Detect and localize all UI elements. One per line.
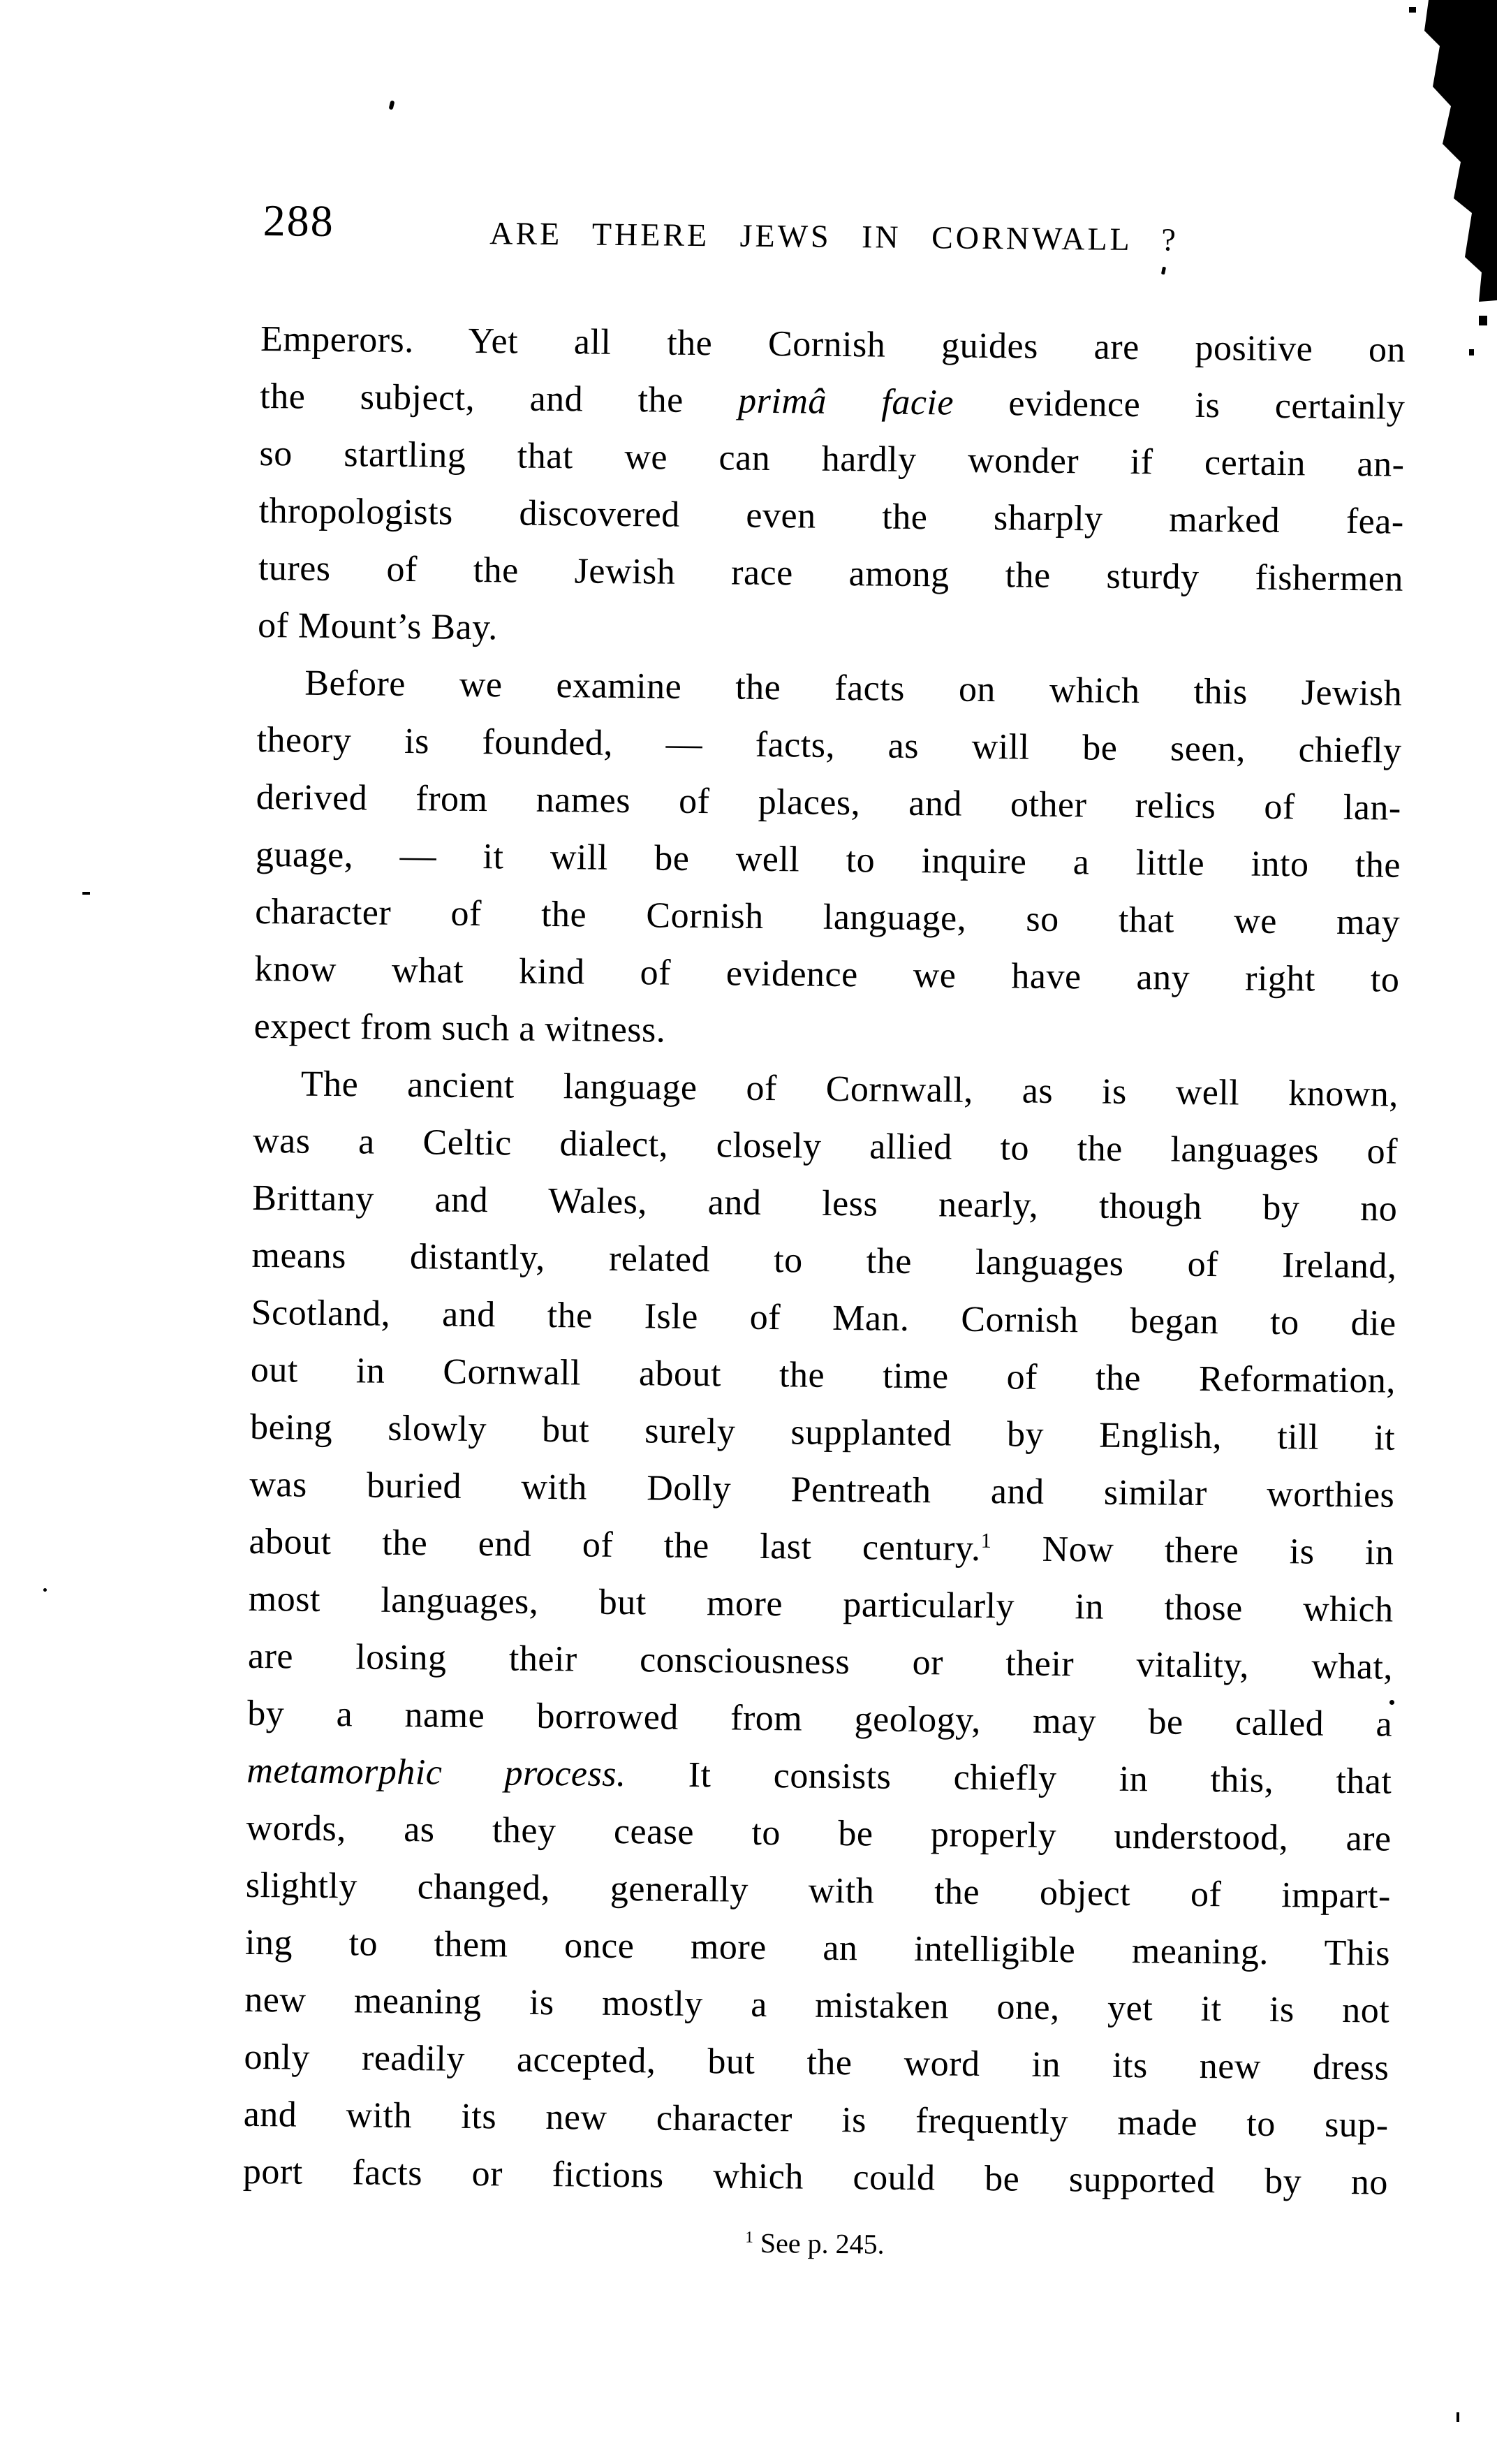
- text-line: [256, 769, 1401, 837]
- scan-artifact-speck: [1457, 2412, 1459, 2422]
- text-segment: means distantly, related to the languages of Ireland,: [251, 1235, 1397, 1286]
- text-segment: tures of the Jewish race among the sturdy fishermen: [258, 548, 1404, 599]
- footnote-text: See p. 245.: [760, 2227, 885, 2260]
- text-line: [250, 1399, 1396, 1467]
- scan-artifact-corner-blob: [1420, 0, 1497, 307]
- text-segment: are losing their consciousness or their vitality, what,: [247, 1636, 1394, 1687]
- text-segment: was a Celtic dialect, closely allied to the languages of: [252, 1120, 1399, 1172]
- running-title: ARE THERE JEWS IN CORNWALL ?: [489, 215, 1179, 258]
- text-segment: by a name borrowed from geology, may be called a: [246, 1693, 1393, 1745]
- text-line: [256, 712, 1402, 780]
- text-segment: out in Cornwall about the time of the Reformation,: [250, 1349, 1396, 1401]
- text-line: [248, 1628, 1394, 1696]
- text-segment: being slowly but surely supplanted by English, till it: [249, 1407, 1396, 1458]
- text-line: [249, 1456, 1395, 1525]
- text-line: [254, 941, 1400, 1009]
- text-segment: ing to them once more an intelligible meaning. This: [244, 1922, 1391, 1974]
- page-header: [261, 196, 1407, 322]
- text-segment: guage, — it will be well to inquire a little into the: [255, 834, 1401, 886]
- text-line: [245, 1857, 1391, 1926]
- text-line: [260, 311, 1406, 379]
- text-line: [252, 1170, 1398, 1238]
- text-segment: words, as they cease to be properly understood, are: [246, 1807, 1392, 1859]
- text-segment: of Mount’s Bay.: [257, 605, 499, 648]
- text-segment: most languages, but more particularly in those which: [248, 1578, 1394, 1630]
- page-number: 288: [263, 196, 335, 246]
- text-segment: was buried with Dolly Pentreath and similar worthies: [249, 1464, 1395, 1516]
- text-line: [256, 826, 1401, 895]
- text-line: [246, 1800, 1392, 1868]
- body-text: [243, 311, 1406, 2212]
- text-line: [244, 1972, 1390, 2040]
- text-segment: Now there is in: [991, 1529, 1394, 1573]
- text-segment: know what kind of evidence we have any right to: [254, 948, 1400, 1000]
- paragraph: [243, 1055, 1399, 2212]
- text-line: [245, 1914, 1391, 1983]
- text-line: [251, 1284, 1396, 1353]
- text-line: [258, 540, 1404, 608]
- text-line: [247, 1685, 1393, 1754]
- paragraph: [258, 311, 1406, 666]
- footnote-reference: 1: [980, 1528, 992, 1553]
- text-segment: about the end of the last century.: [249, 1521, 981, 1569]
- text-line: [251, 1227, 1397, 1296]
- text-line: [258, 483, 1404, 551]
- text-line: [246, 1743, 1392, 1811]
- text-segment: expect from such a witness.: [253, 1006, 666, 1050]
- text-line: [255, 883, 1401, 952]
- text-segment: Emperors. Yet all the Cornish guides are positive on: [260, 318, 1406, 370]
- page-content: [242, 196, 1407, 2266]
- text-segment: It consists chiefly in this, that: [626, 1754, 1392, 1802]
- text-segment: Brittany and Wales, and less nearly, though by no: [252, 1178, 1398, 1229]
- text-segment: Scotland, and the Isle of Man. Cornish began to die: [251, 1292, 1396, 1344]
- text-segment: the subject, and the: [260, 376, 739, 421]
- text-segment: The ancient language of Cornwall, as is well known,: [300, 1064, 1399, 1115]
- text-segment: thropologists discovered even the sharply marked fea-: [258, 490, 1404, 542]
- text-segment: theory is founded, — facts, as will be seen, chiefly: [256, 719, 1402, 771]
- text-line: [253, 1055, 1399, 1124]
- text-line: [249, 1513, 1394, 1582]
- text-line: [244, 2029, 1389, 2097]
- text-line: [259, 425, 1405, 494]
- scan-artifact-speck: [1469, 349, 1474, 355]
- text-line: [243, 2143, 1389, 2212]
- text-line: [253, 998, 1399, 1066]
- text-segment: slightly changed, generally with the object of impart-: [245, 1865, 1392, 1916]
- text-segment: new meaning is mostly a mistaken one, yet it is not: [244, 1979, 1390, 2031]
- text-segment: metamorphic process.: [246, 1750, 626, 1795]
- text-line: [257, 654, 1403, 723]
- text-segment: only readily accepted, but the word in its new dress: [244, 2037, 1389, 2088]
- scan-artifact-speck: [82, 892, 90, 895]
- paragraph: [253, 654, 1402, 1066]
- text-line: [260, 368, 1406, 437]
- scan-artifact-speck: [1409, 7, 1416, 13]
- text-line: [258, 597, 1403, 666]
- text-segment: derived from names of places, and other relics of lan-: [256, 777, 1402, 828]
- text-segment: and with its new character is frequently made to sup-: [243, 2094, 1389, 2146]
- footnote-marker: 1: [745, 2228, 754, 2247]
- text-segment: Before we examine the facts on which this Jewish: [304, 663, 1403, 714]
- text-line: [243, 2086, 1389, 2155]
- text-segment: so startling that we can hardly wonder if certain an-: [259, 433, 1405, 485]
- scan-artifact-speck: [1479, 316, 1487, 325]
- text-segment: port facts or fictions which could be supported by no: [242, 2151, 1389, 2203]
- scan-artifact-speck: [389, 100, 395, 110]
- text-segment: primâ facie: [737, 381, 954, 423]
- scan-artifact-speck: [43, 1588, 47, 1592]
- text-line: [248, 1571, 1394, 1639]
- text-line: [253, 1113, 1399, 1181]
- text-segment: evidence is certainly: [953, 383, 1406, 427]
- footnote: [242, 2222, 1387, 2266]
- text-segment: character of the Cornish language, so that we may: [254, 891, 1401, 943]
- text-line: [251, 1342, 1396, 1410]
